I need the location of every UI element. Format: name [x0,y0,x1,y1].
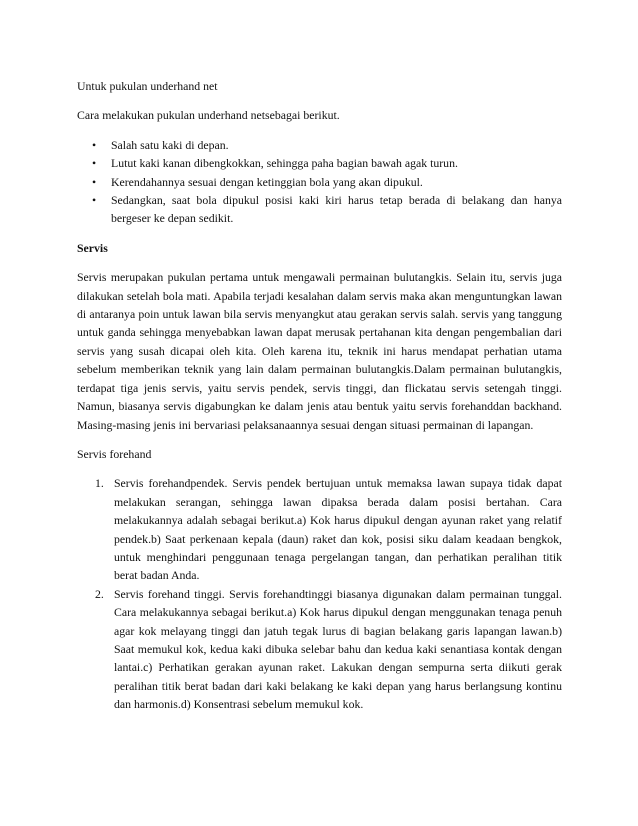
list-item-text: Lutut kaki kanan dibengkokkan, sehingga paha bagian bawah agak turun. [111,156,458,171]
servis-paragraph: Servis merupakan pukulan pertama untuk mengawali permainan bulutangkis. Selain itu, servis juga dilakukan setelah bola mati. Apabila terjadi kesalahan dalam servis maka akan menguntungkan lawan di antaranya poin untuk lawan bila servis menyangkut atau gerakan servis salah. servis yang tanggung untuk ganda sehingga menyebabkan lawan dapat merusak pertahanan kita dengan pengembalian dari servis yang susah dicapai oleh kita. Oleh karena itu, teknik ini harus mendapat perhatian utama sebelum memberikan teknik yang lain dalam permainan bulutangkis.Dalam permainan bulutangkis, terdapat tiga jenis servis, yaitu servis pendek, servis tinggi, dan flickatau servis setengah tinggi. Namun, biasanya servis digabungkan ke dalam jenis atau bentuk yaitu servis forehanddan backhand. Masing-masing jenis ini bervariasi pelaksanaannya sesuai dengan situasi permainan di lapangan. [77,270,562,432]
section-intro: Cara melakukan pukulan underhand netsebagai berikut. [77,108,340,123]
forehand-heading: Servis forehand [77,446,152,461]
list-item [77,585,562,714]
list-item-text: Servis forehand tinggi. Servis forehandtinggi biasanya digunakan dalam permainan tunggal. Cara melakukannya sebagai berikut.a) Kok harus dipukul dengan menggunakan tenaga penuh agar kok melayang tinggi dan jatuh tegak lurus di bagian belakang garis lapangan lawan.b) Saat memukul kok, kedua kaki dibuka selebar bahu dan kedua kaki senantiasa kontak dengan lantai.c) Perhatikan gerakan ayunan raket. Lakukan dengan sempurna serta diikuti gerak peralihan titik berat badan dari kaki belakang ke kaki depan yang harus berlangsung kontinu dan harmonis.d) Konsentrasi sebelum memukul kok. [114,586,562,712]
list-number: 2. [95,586,104,601]
list-item-text: Salah satu kaki di depan. [111,137,229,152]
bullet-icon: • [92,193,97,208]
list-item-text: Servis forehandpendek. Servis pendek bertujuan untuk memaksa lawan supaya tidak dapat melakukan serangan, sehingga lawan dipaksa berada dalam posisi bertahan. Cara melakukannya adalah sebagai berikut.a) Kok harus dipukul dengan ayunan raket yang relatif pendek.b) Saat perkenaan kepala (daun) raket dan kok, posisi siku dalam keadaan bengkok, untuk menghindari penggunaan tenaga pergelangan tangan, dan perhatikan peralihan titik berat badan Anda. [114,476,562,583]
list-item [77,474,562,584]
servis-heading: Servis [77,240,108,255]
document-body [77,77,562,714]
list-item [77,154,562,172]
numbered-list [77,474,562,713]
list-item-text: Kerendahannya sesuai dengan ketinggian bola yang akan dipukul. [111,174,423,189]
list-item [77,191,562,228]
section-title: Untuk pukulan underhand net [77,79,218,93]
list-number: 1. [95,476,104,491]
list-item [77,173,562,191]
bullet-icon: • [92,137,97,152]
list-item [77,136,562,154]
list-item-text: Sedangkan, saat bola dipukul posisi kaki kiri harus tetap berada di belakang dan hanya bergeser ke depan sedikit. [111,193,562,226]
bullet-icon: • [92,174,97,189]
bullet-list [77,136,562,228]
bullet-icon: • [92,156,97,171]
